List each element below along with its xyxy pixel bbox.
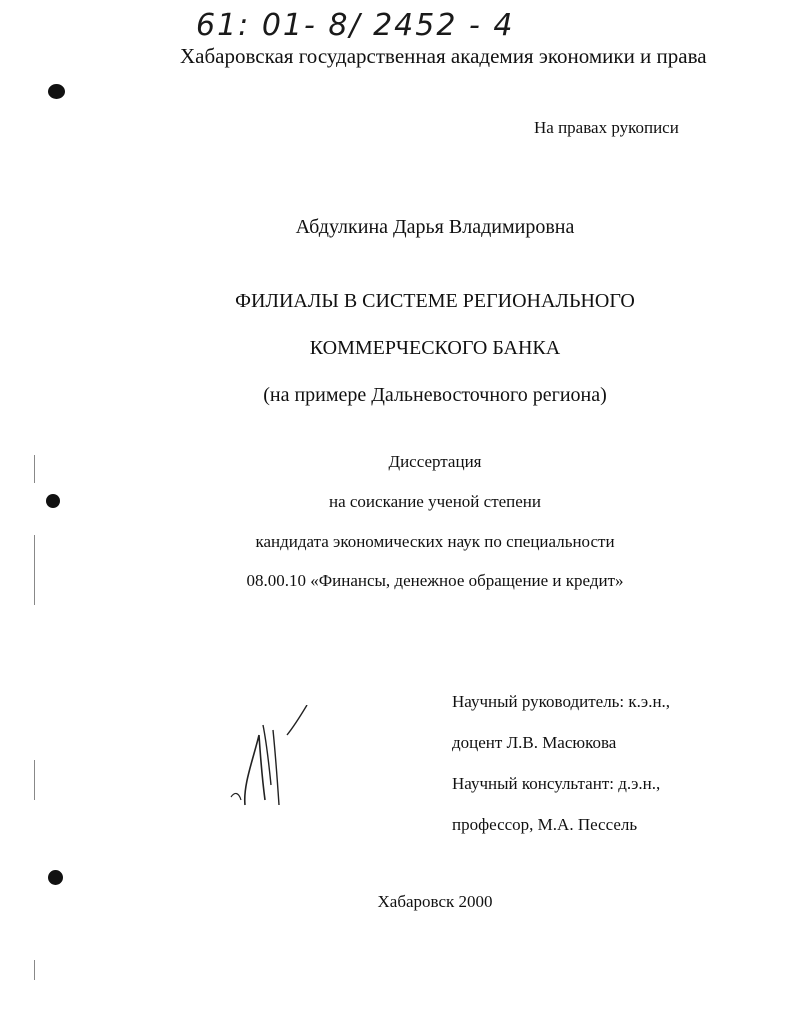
consultant-label: Научный консультант: д.э.н.,	[452, 774, 661, 793]
city-year: Хабаровск 2000	[377, 892, 493, 911]
advisor-label: Научный руководитель: к.э.н.,	[452, 692, 671, 711]
title-line-2: КОММЕРЧЕСКОГО БАНКА	[309, 337, 561, 359]
punch-hole-middle	[46, 494, 60, 508]
degree-line-2: кандидата экономических наук по специальности	[255, 532, 615, 551]
specialty: 08.00.10 «Финансы, денежное обращение и кредит»	[246, 571, 624, 590]
rights-note: На правах рукописи	[534, 118, 679, 137]
signature-mark	[225, 705, 315, 815]
degree-line-1: на соискание ученой степени	[328, 492, 542, 511]
scan-edge-2	[34, 535, 35, 605]
scan-edge-3	[34, 760, 35, 800]
author-name: Абдулкина Дарья Владимировна	[295, 216, 575, 238]
title-line-1: ФИЛИАЛЫ В СИСТЕМЕ РЕГИОНАЛЬНОГО	[235, 290, 635, 312]
document-type: Диссертация	[388, 452, 482, 471]
scan-edge-4	[34, 960, 35, 980]
consultant-name: профессор, М.А. Пессель	[452, 815, 638, 834]
punch-hole-bottom	[48, 870, 63, 885]
institution-name: Хабаровская государственная академия экономики и права	[180, 44, 707, 68]
subtitle: (на примере Дальневосточного региона)	[263, 384, 607, 406]
punch-hole-top	[48, 84, 65, 99]
scan-edge-1	[34, 455, 35, 483]
archive-number-handwritten: 61: 01- 8/ 2452 - 4	[196, 8, 515, 43]
advisor-name: доцент Л.В. Масюкова	[452, 733, 617, 752]
